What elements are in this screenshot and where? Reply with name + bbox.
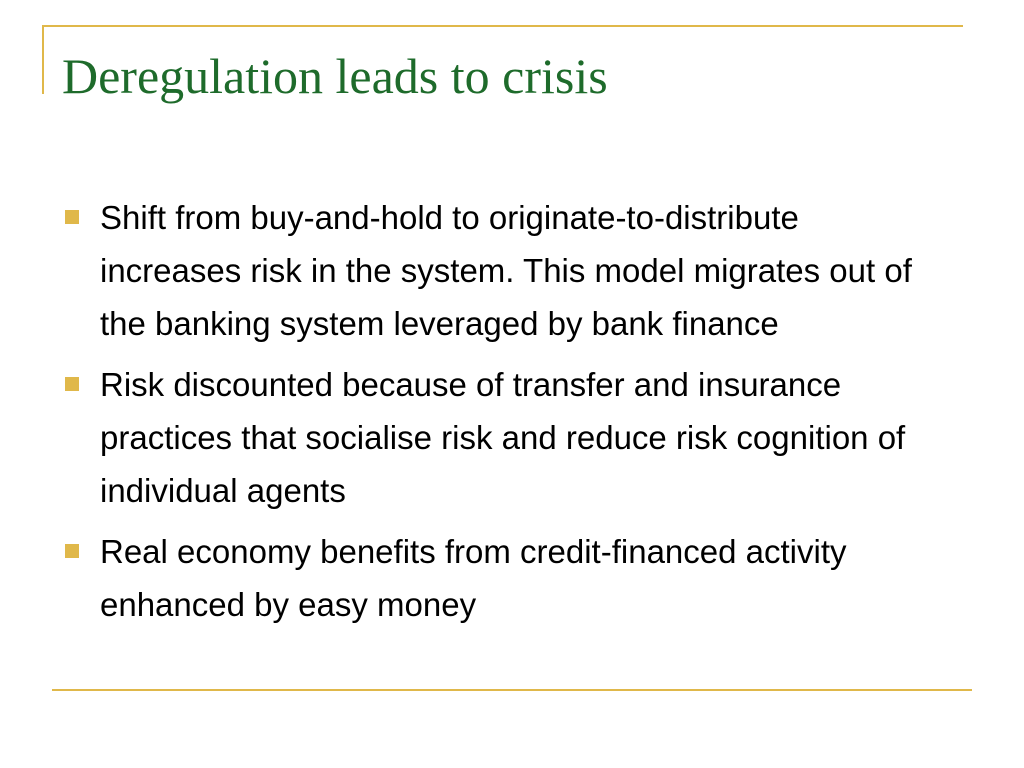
bullet-text: Risk discounted because of transfer and insurance practices that socialise risk and reduce risk cognition of individual agents (100, 366, 906, 509)
frame-left-rule (42, 25, 44, 94)
frame-top-rule (42, 25, 963, 27)
bullet-item (62, 525, 942, 631)
bullet-item (62, 191, 942, 350)
frame-bottom-rule (52, 689, 972, 691)
bullet-item (62, 358, 942, 517)
bullet-text: Shift from buy-and-hold to originate-to-distribute increases risk in the system. This model migrates out of the banking system leveraged by bank finance (100, 199, 912, 342)
bullet-list (62, 191, 942, 639)
square-bullet-icon (65, 377, 79, 391)
square-bullet-icon (65, 544, 79, 558)
slide-title: Deregulation leads to crisis (62, 48, 608, 104)
square-bullet-icon (65, 210, 79, 224)
bullet-text: Real economy benefits from credit-financed activity enhanced by easy money (100, 533, 847, 623)
